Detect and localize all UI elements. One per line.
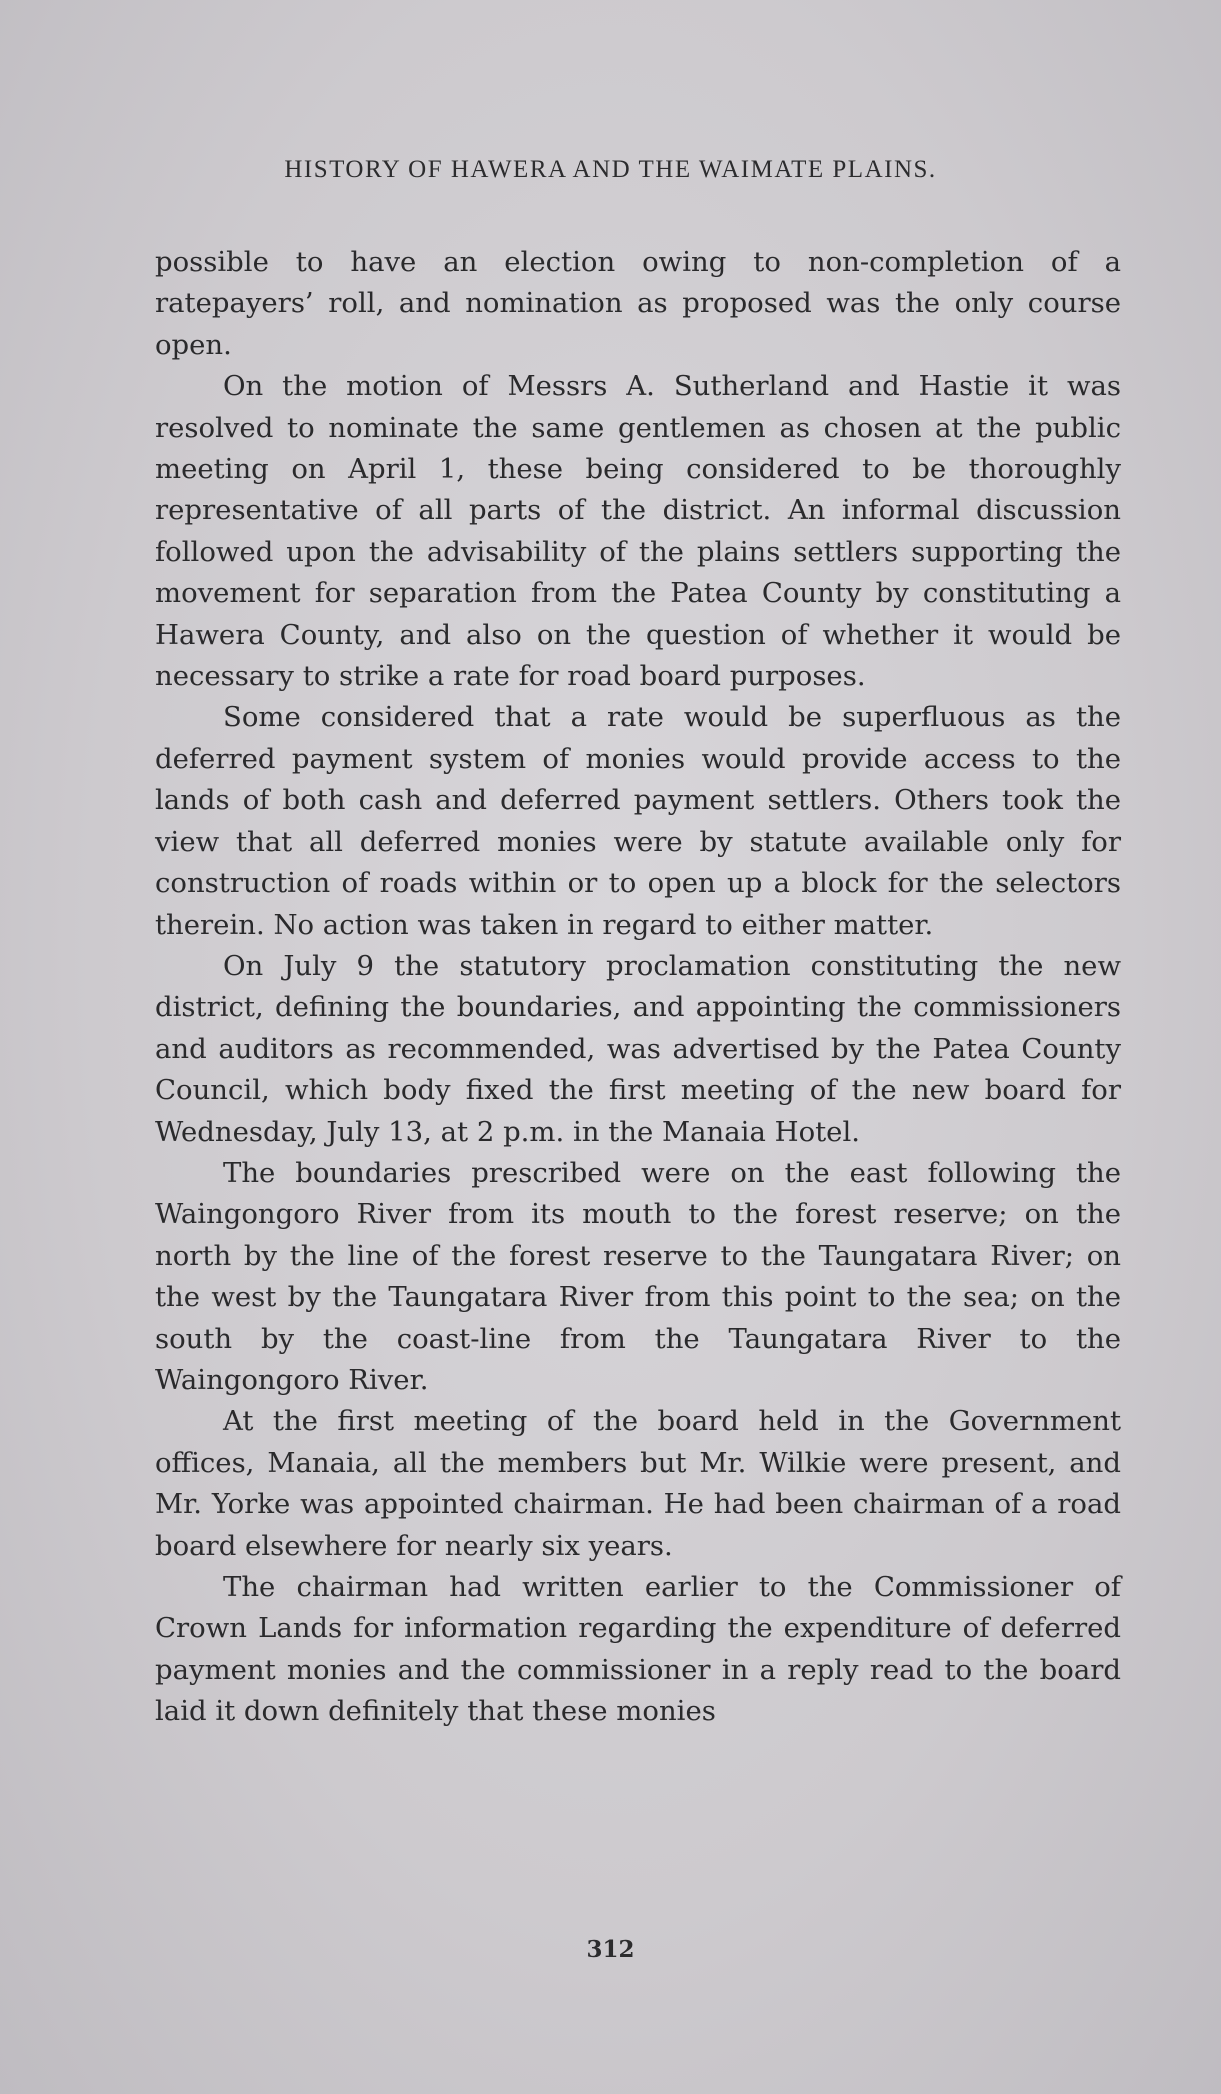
paragraph: The chairman had written earlier to the Commissioner of Crown Lands for information regarding the expenditure of deferred payment monies and the commissioner in a reply read to the board laid it down definitely that these monies (155, 1571, 1121, 1728)
paragraph-continued: possible to have an election owing to non-completion of a ratepayers’ roll, and nomination as proposed was the only course open. (155, 246, 1121, 361)
paragraph: On the motion of Messrs A. Sutherland and Hastie it was resolved to nominate the same gentlemen as chosen at the public meeting on April 1, these being considered to be thoroughly representative of all parts of the district. An informal discussion followed upon the advisability of the plains settlers supporting the movement for separation from the Patea County by constituting a Hawera County, and also on the question of whether it would be necessary to strike a rate for road board purposes. (155, 370, 1121, 693)
paragraph: The boundaries prescribed were on the east following the Waingongoro River from its mouth to the forest reserve; on the north by the line of the forest reserve to the Taungatara River; on the west by the Taungatara River from this point to the sea; on the south by the coast-line from the Taungatara River to the Waingongoro River. (155, 1156, 1121, 1396)
paragraph: At the first meeting of the board held in the Government offices, Manaia, all the members but Mr. Wilkie were present, and Mr. Yorke was appointed chairman. He had been chairman of a road board elsewhere for nearly six years. (155, 1405, 1121, 1562)
body-text (155, 242, 1121, 1733)
page-number: 312 (586, 1936, 635, 1963)
paragraph: Some considered that a rate would be superfluous as the deferred payment system of monies would provide access to the lands of both cash and deferred payment settlers. Others took the view that all deferred monies were by statute available only for construction of roads within or to open up a block for the selectors therein. No action was taken in regard to either matter. (155, 701, 1121, 941)
paragraph: On July 9 the statutory proclamation constituting the new district, defining the boundaries, and appointing the commissioners and auditors as recommended, was advertised by the Patea County Council, which body fixed the first meeting of the new board for Wednesday, July 13, at 2 p.m. in the Manaia Hotel. (155, 949, 1121, 1148)
running-head-title: HISTORY OF HAWERA AND THE WAIMATE PLAINS. (284, 156, 937, 183)
